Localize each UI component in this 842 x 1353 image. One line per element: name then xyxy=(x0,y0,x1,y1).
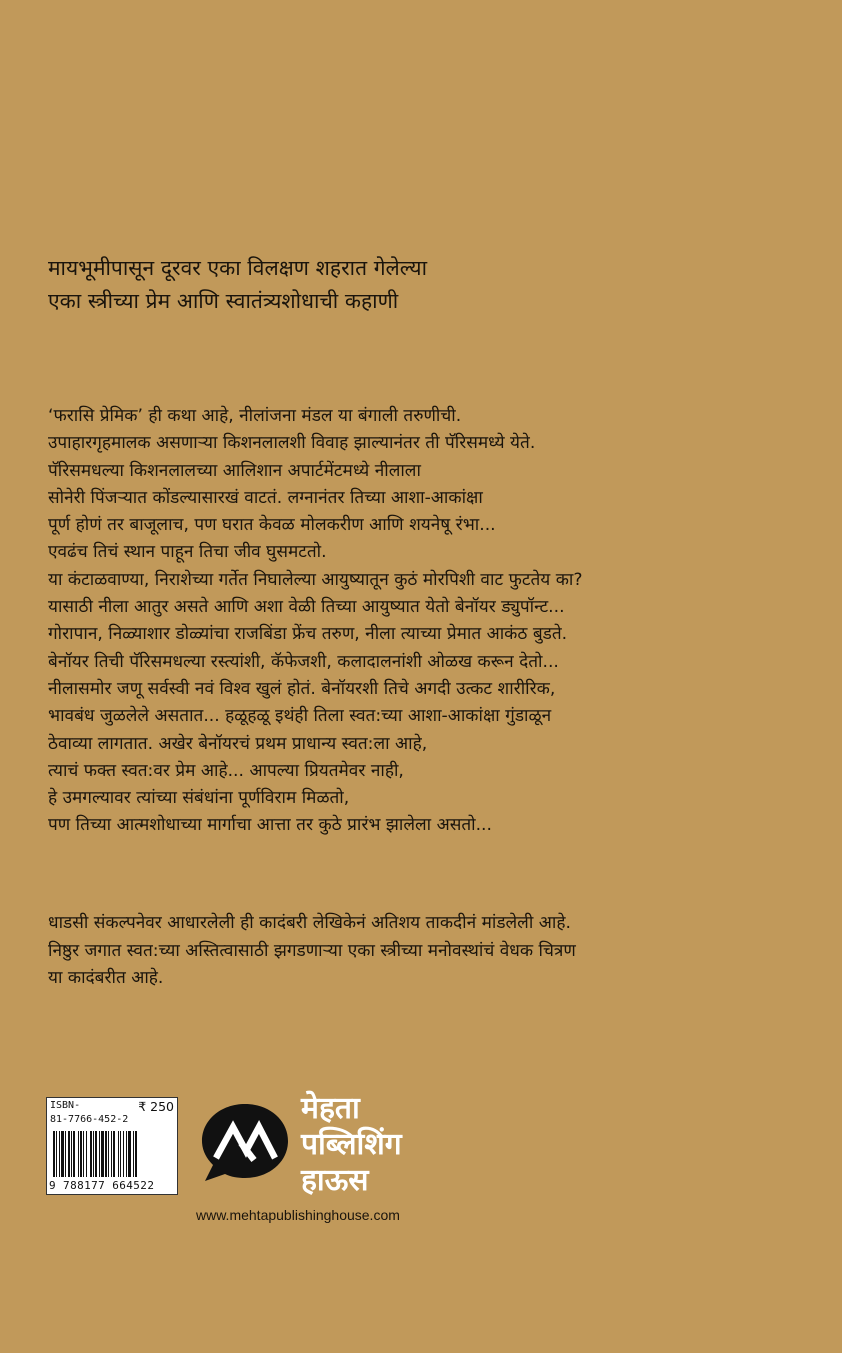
synopsis-line: ‘फरासि प्रेमिक’ ही कथा आहे, नीलांजना मंडल या बंगाली तरुणीची. xyxy=(48,406,462,426)
barcode-bar xyxy=(78,1131,79,1177)
synopsis-line: बेनॉयर तिची पॅरिसमधल्या रस्त्यांशी, कॅफेजशी, कलादालनांशी ओळख करून देतो... xyxy=(48,651,559,672)
barcode-bar xyxy=(123,1131,124,1177)
closing-line: निष्ठुर जगात स्वत:च्या अस्तित्वासाठी झगडणाऱ्या एका स्त्रीच्या मनोवस्थांचं वेधक चित्रण xyxy=(48,940,576,961)
tagline-line: एका स्त्रीच्या प्रेम आणि स्वातंत्र्यशोधाची कहाणी xyxy=(48,289,399,313)
publisher-website-link[interactable]: www.mehtapublishinghouse.com xyxy=(196,1207,400,1223)
mehta-publishing-logo-icon xyxy=(199,1102,291,1182)
barcode-bar xyxy=(83,1131,84,1177)
isbn-number: 81-7766-452-2 xyxy=(50,1114,129,1125)
price-label: ₹ 250 xyxy=(138,1099,174,1114)
synopsis-line: हे उमगल्यावर त्यांच्या संबंधांना पूर्णविराम मिळतो, xyxy=(48,788,350,809)
closing-line: या कादंबरीत आहे. xyxy=(48,968,164,988)
barcode-bar xyxy=(128,1131,131,1177)
isbn-label: ISBN- xyxy=(50,1100,81,1111)
barcode-bar xyxy=(86,1131,87,1177)
synopsis-line: भावबंध जुळलेले असतात... हळूहळू इथंही तिला स्वत:च्या आशा-आकांक्षा गुंडाळून xyxy=(48,706,552,727)
tagline xyxy=(48,252,818,318)
barcode-bar xyxy=(99,1131,100,1177)
synopsis-line: उपाहारगृहमालक असणाऱ्या किशनलालशी विवाह झाल्यानंतर ती पॅरिसमध्ये येते. xyxy=(48,433,536,454)
synopsis-line: पॅरिसमधल्या किशनलालच्या आलिशान अपार्टमेंटमध्ये नीलाला xyxy=(48,460,421,481)
publisher-name-line: मेहता xyxy=(301,1091,360,1126)
barcode-bar xyxy=(90,1131,92,1177)
barcode-bar xyxy=(73,1131,75,1177)
barcode-bar xyxy=(113,1131,115,1177)
barcode-icon xyxy=(53,1131,171,1177)
barcode-bar xyxy=(118,1131,119,1177)
barcode-bar xyxy=(101,1131,104,1177)
tagline-line: मायभूमीपासून दूरवर एका विलक्षण शहरात गेलेल्या xyxy=(48,256,428,280)
synopsis-line: पूर्ण होणं तर बाजूलाच, पण घरात केवळ मोलकरीण आणि शयनेषू रंभा... xyxy=(48,515,496,536)
publisher-name-line: हाऊस xyxy=(301,1163,369,1198)
barcode-bar xyxy=(108,1131,109,1177)
synopsis-line: सोनेरी पिंजऱ्यात कोंडल्यासारखं वाटतं. लग्नानंतर तिच्या आशा-आकांक्षा xyxy=(48,487,483,508)
barcode-bar xyxy=(80,1131,82,1177)
synopsis-line: नीलासमोर जणू सर्वस्वी नवं विश्व खुलं होतं. बेनॉयरशी तिचे अगदी उत्कट शारीरिक, xyxy=(48,678,556,699)
publisher-name xyxy=(301,1091,402,1199)
barcode-bar xyxy=(126,1131,127,1177)
barcode-bar xyxy=(61,1131,64,1177)
synopsis-line: यासाठी नीला आतुर असते आणि अशा वेळी तिच्या आयुष्यात येतो बेनॉयर ड्युपॉन्ट... xyxy=(48,597,565,618)
barcode-digits: 9 788177 664522 xyxy=(49,1179,155,1192)
barcode-bar xyxy=(53,1131,55,1177)
barcode-bar xyxy=(93,1131,94,1177)
barcode-bar xyxy=(111,1131,112,1177)
closing-line: धाडसी संकल्पनेवर आधारलेली ही कादंबरी लेखिकेनं अतिशय ताकदीनं मांडलेली आहे. xyxy=(48,913,571,933)
synopsis-line: पण तिच्या आत्मशोधाच्या मार्गाचा आत्ता तर कुठे प्रारंभ झालेला असतो... xyxy=(48,815,492,836)
barcode-bar xyxy=(133,1131,134,1177)
publisher-name-line: पब्लिशिंग xyxy=(301,1127,402,1162)
barcode-bar xyxy=(95,1131,97,1177)
synopsis-line: या कंटाळवाण्या, निराशेच्या गर्तेत निघालेल्या आयुष्यातून कुठं मोरपिशी वाट फुटतेय का? xyxy=(48,569,583,590)
isbn-barcode-label xyxy=(46,1097,178,1195)
barcode-bar xyxy=(71,1131,72,1177)
synopsis-line: एवढंच तिचं स्थान पाहून तिचा जीव घुसमटतो. xyxy=(48,542,327,563)
synopsis xyxy=(48,403,838,840)
synopsis-line: ठेवाव्या लागतात. अखेर बेनॉयरचं प्रथम प्राधान्य स्वत:ला आहे, xyxy=(48,733,428,754)
barcode-bar xyxy=(59,1131,60,1177)
barcode-bar xyxy=(135,1131,137,1177)
closing-paragraph xyxy=(48,910,838,993)
barcode-bar xyxy=(56,1131,57,1177)
barcode-bar xyxy=(105,1131,107,1177)
barcode-bar xyxy=(68,1131,70,1177)
barcode-bar xyxy=(120,1131,121,1177)
synopsis-line: त्याचं फक्त स्वत:वर प्रेम आहे... आपल्या प्रियतमेवर नाही, xyxy=(48,760,404,781)
barcode-bar xyxy=(65,1131,66,1177)
synopsis-line: गोरापान, निळ्याशार डोळ्यांचा राजबिंडा फ्रेंच तरुण, नीला त्याच्या प्रेमात आकंठ बुडते. xyxy=(48,624,568,645)
